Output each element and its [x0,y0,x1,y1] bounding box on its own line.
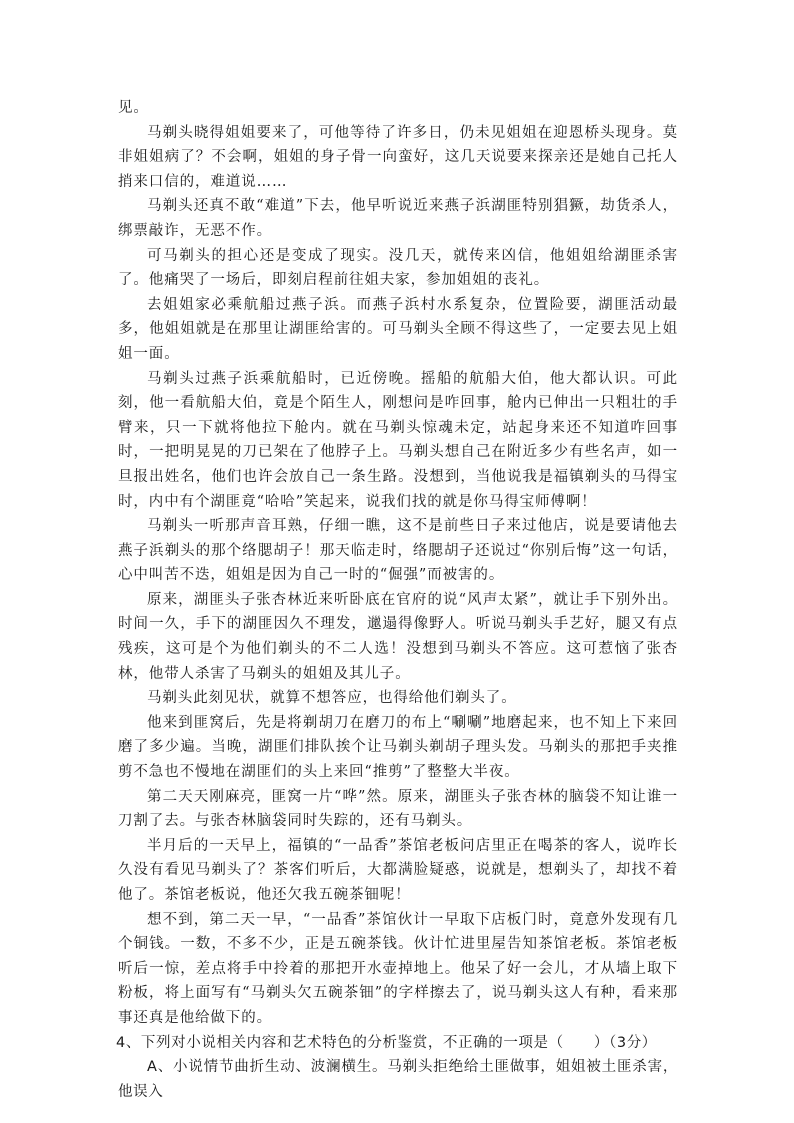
paragraph: 见。 [118,100,149,116]
question-option-a: A、小说情节曲折生动、波澜横生。马剃头拒绝给土匪做事，姐姐被土匪杀害，他误入 [118,1059,678,1100]
paragraph: 第二天天刚麻亮，匪窝一片“哗”然。原来，湖匪头子张杏林的脑袋不知让谁一刀割了去。与张杏林脑袋同时失踪的，还有马剃头。 [118,788,678,830]
paragraph: 可马剃头的担心还是变成了现实。没几天，就传来凶信，他姐姐给湖匪杀害了。他痛哭了一场后，即刻启程前往姐夫家，参加姐姐的丧礼。 [118,247,678,289]
paragraph: 马剃头一听那声音耳熟，仔细一瞧，这不是前些日子来过他店，说是要请他去燕子浜剃头的那个络腮胡子！那天临走时，络腮胡子还说过“你别后悔”这一句话，心中叫苦不迭，姐姐是因为自己一时的“倔强”而被害的。 [118,518,678,584]
paragraph: 半月后的一天早上，福镇的“一品香”茶馆老板问店里正在喝茶的客人，说咋长久没有看见马剃头了？茶客们听后，大都满脸疑惑，说就是，想剃头了，却找不着他了。茶馆老板说，他还欠我五碗茶钿呢！ [118,837,678,903]
paragraph: 去姐姐家必乘航船过燕子浜。而燕子浜村水系复杂，位置险要，湖匪活动最多，他姐姐就是在那里让湖匪给害的。可马剃头全顾不得这些了，一定要去见上姐姐一面。 [118,296,678,362]
question-stem: 4、下列对小说相关内容和艺术特色的分析鉴赏，不正确的一项是（ ）（3分） [116,1034,657,1051]
paragraph: 原来，湖匪头子张杏林近来听卧底在官府的说“风声太紧”，就让手下别外出。时间一久，手下的湖匪因久不理发，邋遢得像野人。听说马剃头手艺好，腿又有点残疾，这可是个为他们剃头的不二人选！没想到马剃头不答应。这可惹恼了张杏林，他带人杀害了马剃头的姐姐及其儿子。 [118,591,678,682]
paragraph: 马剃头过燕子浜乘航船时，已近傍晚。摇船的航船大伯，他大都认识。可此刻，他一看航船大伯，竟是个陌生人，刚想问是咋回事，舱内已伸出一只粗壮的手臂来，只一下就将他拉下舱内。就在马剃头惊魂未定，站起身来还不知道咋回事时，一把明晃晃的刀已架在了他脖子上。马剃头想自己在附近多少有些名声，如一旦报出姓名，他们也许会放自己一条生路。没想到，当他说我是福镇剃头的马得宝时，内中有个湖匪竟“哈哈”笑起来，说我们找的就是你马得宝师傅啊！ [118,370,678,510]
paragraph: 他来到匪窝后，先是将剃胡刀在磨刀的布上“唰唰”地磨起来，也不知上下来回磨了多少遍。当晚，湖匪们排队挨个让马剃头剃胡子理头发。马剃头的那把手夹推剪不急也不慢地在湖匪们的头上来回“推剪”了整整大半夜。 [118,714,678,781]
paragraph: 马剃头晓得姐姐要来了，可他等待了许多日，仍未见姐姐在迎恩桥头现身。莫非姐姐病了？不会啊，姐姐的身子骨一向蛮好，这几天说要来探亲还是她自己托人捎来口信的，难道说…… [118,124,678,190]
paragraph: 马剃头还真不敢“难道”下去，他早听说近来燕子浜湖匪特别猖獗，劫货杀人，绑票敲诈，无恶不作。 [118,198,678,239]
paragraph: 想不到，第二天一早，“一品香”茶馆伙计一早取下店板门时，竟意外发现有几个铜钱。一数，不多不少，正是五碗茶钱。伙计忙进里屋告知茶馆老板。茶馆老板听后一惊，差点将手中拎着的那把开水壶掉地上。他呆了好一会儿，才从墙上取下粉板，将上面写有“马剃头欠五碗茶钿”的字样擦去了，说马剃头这人有种，看来那事还真是他给做下的。 [118,911,678,1026]
paragraph: 马剃头此刻见状，就算不想答应，也得给他们剃头了。 [147,690,517,707]
article-body [118,96,678,1104]
